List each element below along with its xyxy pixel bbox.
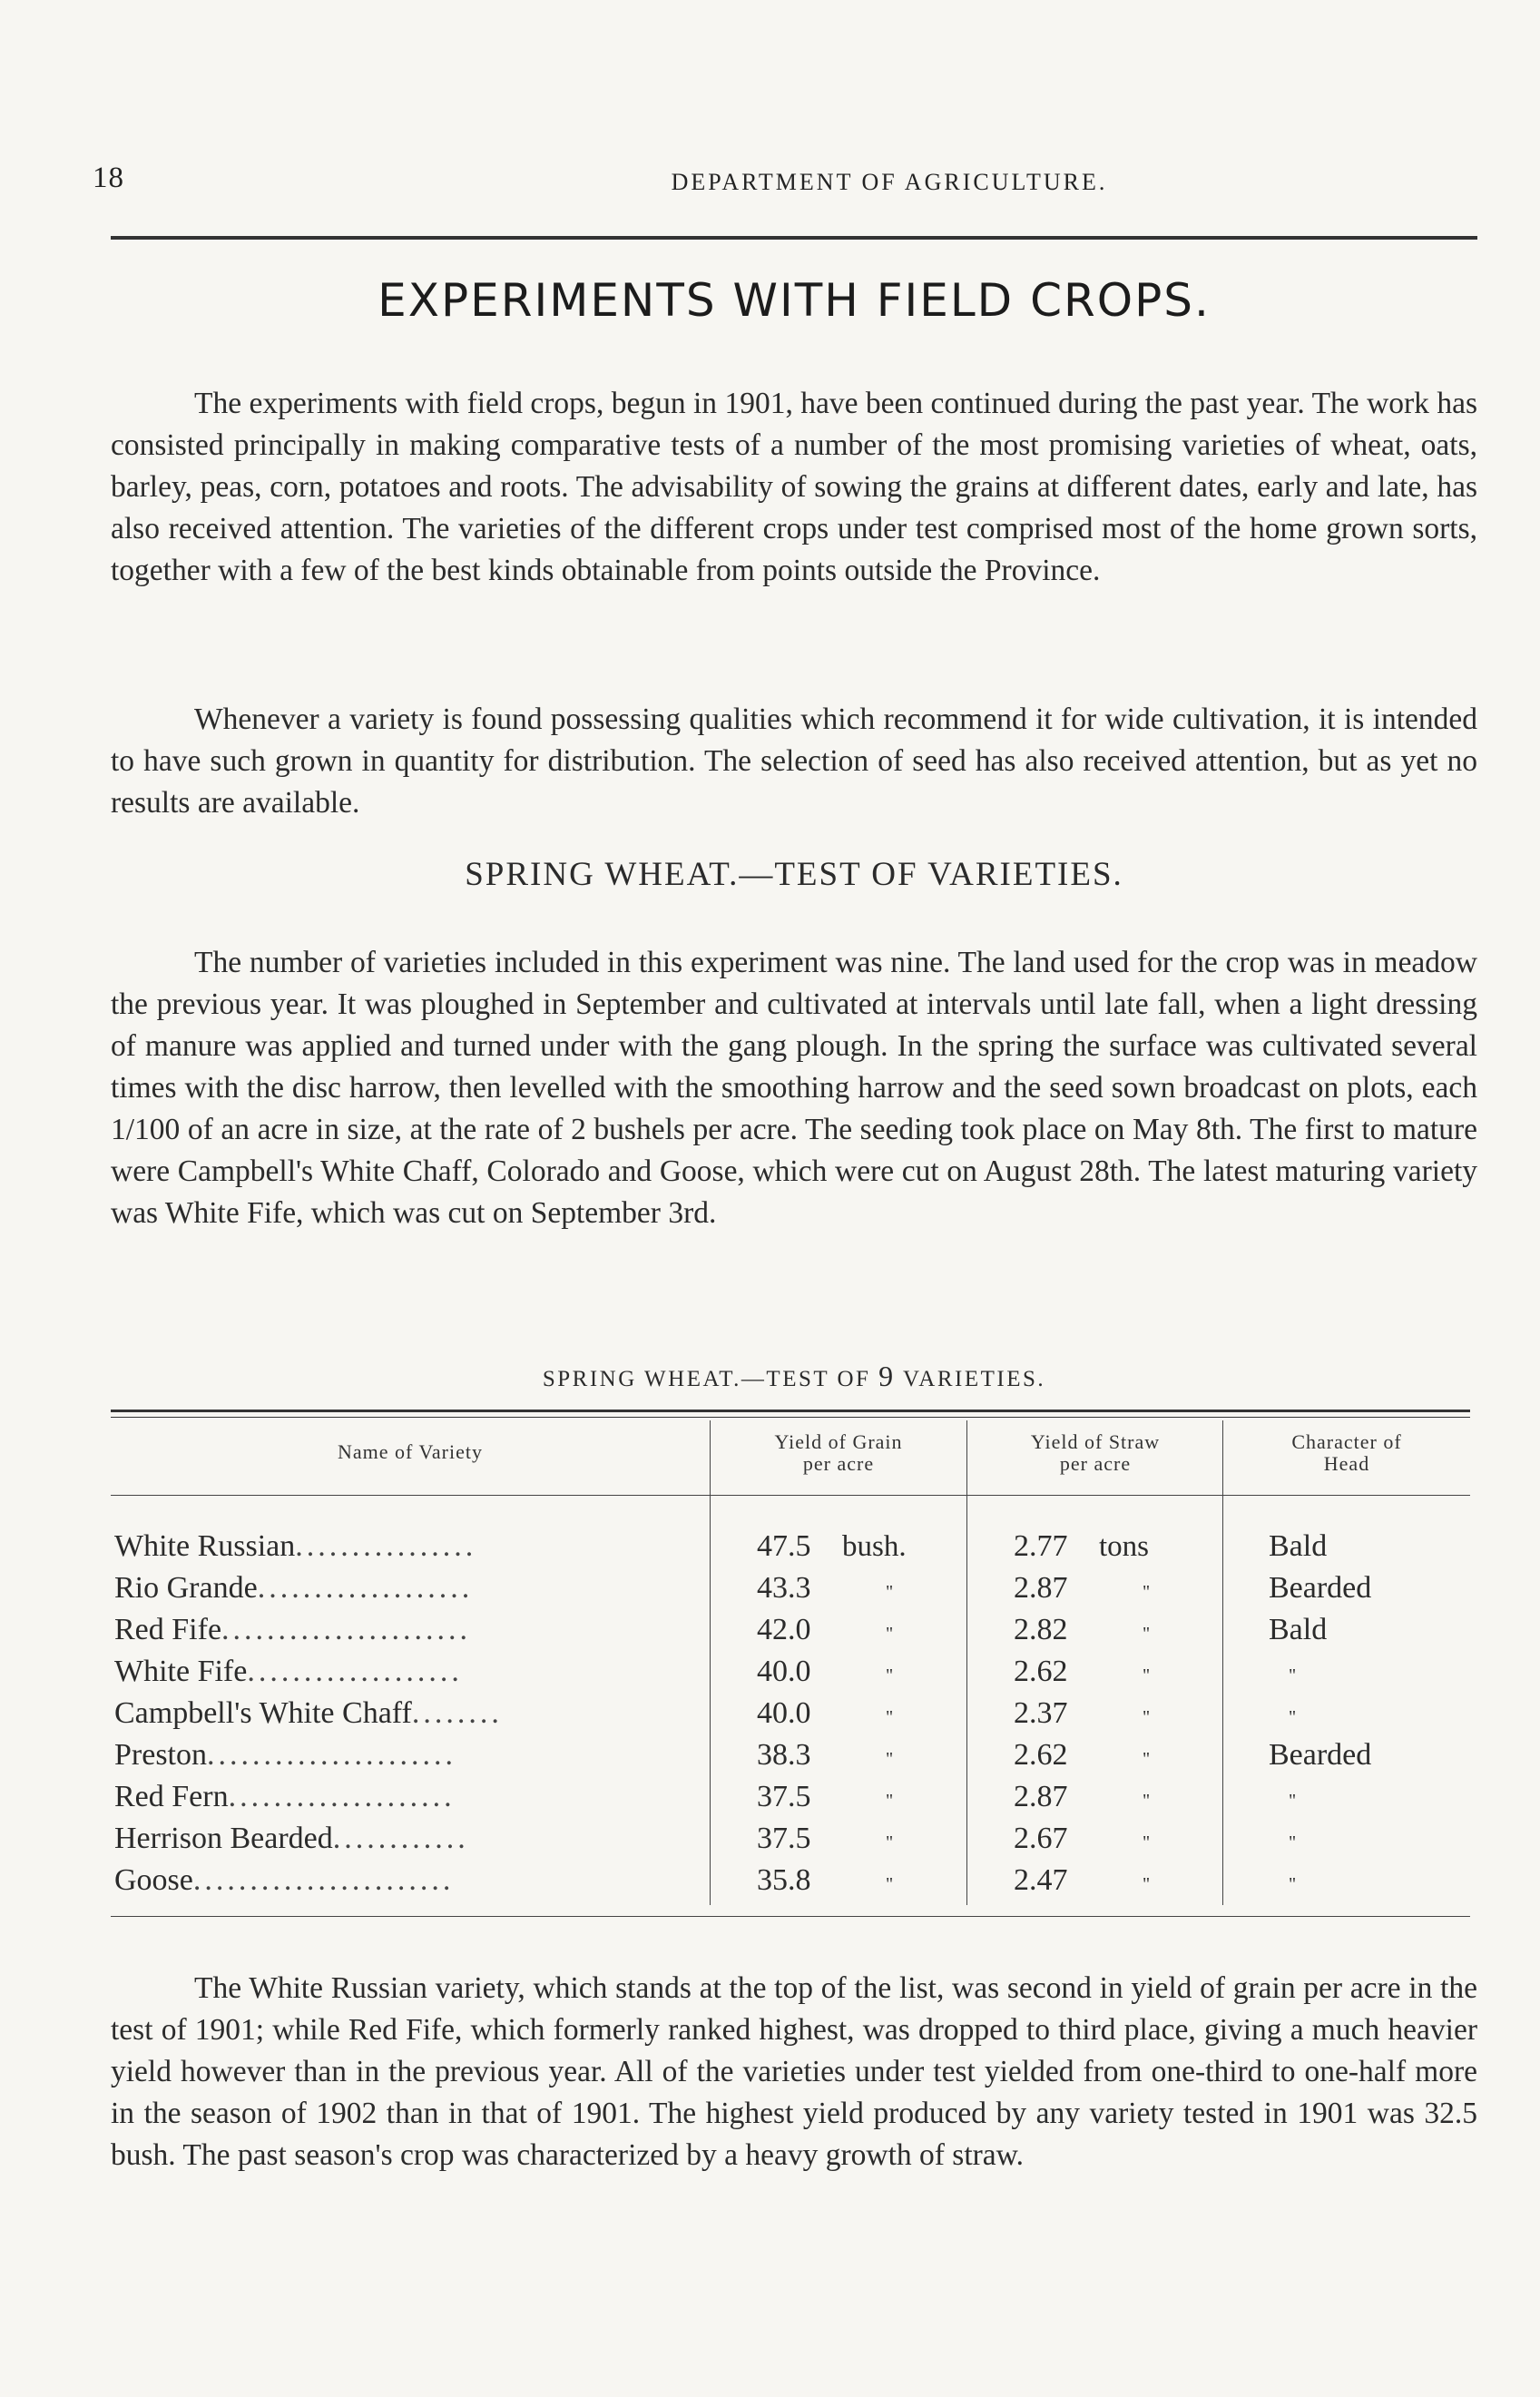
grain-value: 42.0 [757,1613,811,1646]
table-row [111,1609,1470,1651]
table-top-rule [111,1410,1470,1412]
department-heading: DEPARTMENT OF AGRICULTURE. [671,169,1108,195]
straw-yield-cell [1014,1567,1213,1613]
head-character-cell [1269,1734,1468,1776]
header-character-of-head [1224,1431,1469,1475]
ditto-mark: " [886,1749,894,1769]
straw-yield-cell [1014,1860,1213,1905]
intro-paragraph: The experiments with field crops, begun in 1901, have been continued during the past year. The work has consisted principally in making comparative tests of a number of the most promising varieties of wheat, oats, barley, peas, corn, potatoes and roots. The advisability of sowing the grains at different dates, early and late, has also received attention. The varieties of the different crops under test comprised most of the home grown sorts, together with a few of the best kinds obtainable from points outside the Province. [111,386,1477,587]
table-row [111,1734,1470,1776]
straw-value: 2.87 [1014,1571,1068,1605]
grain-value: 38.3 [757,1738,811,1772]
table-row [111,1651,1470,1693]
table-row [111,1818,1470,1860]
running-head [91,162,1479,198]
header-grain-line1: Yield of Grain [774,1430,903,1453]
ditto-mark: " [886,1665,894,1685]
header-name-of-variety [111,1441,710,1463]
variety-name-cell [114,1526,702,1567]
straw-value: 2.87 [1014,1780,1068,1813]
head-character-cell [1269,1776,1468,1822]
leader-dots: ................... [257,1571,474,1605]
variety-name: Preston [114,1738,207,1772]
header-rule [111,236,1477,240]
grain-value: 35.8 [757,1863,811,1897]
head-character: Bald [1269,1613,1328,1646]
variety-name: Campbell's White Chaff [114,1696,412,1730]
grain-yield-cell [757,1860,956,1905]
grain-yield-cell [757,1693,956,1738]
table-row [111,1526,1470,1567]
straw-yield-cell [1014,1776,1213,1822]
table-row [111,1860,1470,1901]
variety-name-cell [114,1567,702,1609]
head-character: Bearded [1269,1571,1372,1605]
ditto-mark: " [1143,1874,1151,1894]
grain-yield-cell [757,1776,956,1822]
table-caption-number: 9 [878,1360,896,1392]
head-character: Bald [1269,1529,1328,1563]
ditto-mark: " [1143,1624,1151,1644]
straw-yield-cell [1014,1609,1213,1655]
distribution-paragraph: Whenever a variety is found possessing qualities which recommend it for wide cultivation, it is intended to have such grown in quantity for distribution. The selection of seed has also received attention, but as yet no results are available. [111,702,1477,820]
variety-name: Goose [114,1863,193,1897]
straw-value: 2.47 [1014,1863,1068,1897]
grain-value: 40.0 [757,1696,811,1730]
variety-name-cell [114,1860,702,1901]
straw-unit: tons [1099,1530,1150,1563]
header-straw-line1: Yield of Straw [1030,1430,1161,1453]
variety-name-cell [114,1818,702,1860]
table-top-rule-thin [111,1417,1470,1418]
header-name-label: Name of Variety [338,1440,483,1463]
head-character-cell [1269,1818,1468,1863]
page-number: 18 [93,162,124,194]
grain-yield-cell [757,1567,956,1613]
ditto-mark: " [886,1832,894,1852]
table-bottom-rule [111,1916,1470,1917]
page-title: EXPERIMENTS WITH FIELD CROPS. [378,274,1211,327]
variety-name: Red Fern [114,1780,229,1813]
grain-value: 47.5 [757,1529,811,1563]
header-yield-of-grain [711,1431,966,1475]
varieties-table [111,1410,1470,1918]
straw-yield-cell [1014,1693,1213,1738]
ditto-mark: " [886,1707,894,1727]
head-character: Bearded [1269,1738,1372,1772]
straw-value: 2.62 [1014,1738,1068,1772]
variety-name: Red Fife [114,1613,222,1646]
ditto-mark: " [1289,1707,1297,1727]
straw-yield-cell [1014,1526,1213,1567]
grain-yield-cell [757,1818,956,1863]
table-caption [111,1360,1477,1393]
ditto-mark: " [1143,1832,1151,1852]
variety-name: White Russian [114,1529,296,1563]
head-character-cell [1269,1567,1468,1609]
grain-yield-cell [757,1651,956,1696]
ditto-mark: " [1143,1665,1151,1685]
ditto-mark: " [886,1791,894,1811]
ditto-mark: " [886,1624,894,1644]
grain-yield-cell [757,1526,956,1567]
table-row [111,1776,1470,1818]
grain-value: 37.5 [757,1780,811,1813]
variety-name-cell [114,1693,702,1734]
leader-dots: ................ [295,1529,477,1563]
head-character-cell [1269,1860,1468,1905]
leader-dots: ....................... [192,1863,455,1897]
leader-dots: ............ [332,1822,469,1855]
leader-dots: ...................... [207,1738,456,1772]
variety-name: Rio Grande [114,1571,258,1605]
leader-dots: ........ [411,1696,503,1730]
ditto-mark: " [886,1874,894,1894]
grain-value: 40.0 [757,1655,811,1688]
ditto-mark: " [886,1582,894,1602]
table-row [111,1567,1470,1609]
variety-name-cell [114,1609,702,1651]
straw-yield-cell [1014,1651,1213,1696]
ditto-mark: " [1143,1582,1151,1602]
grain-unit: bush. [842,1530,907,1563]
ditto-mark: " [1289,1665,1297,1685]
head-character-cell [1269,1651,1468,1696]
table-caption-suffix: VARIETIES. [902,1367,1046,1391]
variety-name: White Fife [114,1655,248,1688]
variety-name: Herrison Bearded [114,1822,333,1855]
variety-name-cell [114,1776,702,1818]
straw-value: 2.67 [1014,1822,1068,1855]
head-character-cell [1269,1609,1468,1651]
straw-value: 2.77 [1014,1529,1068,1563]
header-head-line2: Head [1323,1452,1370,1475]
leader-dots: .................... [228,1780,456,1813]
table-row [111,1693,1470,1734]
grain-value: 37.5 [757,1822,811,1855]
header-straw-line2: per acre [1059,1452,1132,1475]
grain-yield-cell [757,1734,956,1780]
leader-dots: ................... [247,1655,463,1688]
header-grain-line2: per acre [802,1452,875,1475]
straw-yield-cell [1014,1734,1213,1780]
straw-value: 2.82 [1014,1613,1068,1646]
variety-name-cell [114,1651,702,1693]
results-paragraph: The White Russian variety, which stands at the top of the list, was second in yield of grain per acre in the test of 1901; while Red Fife, which formerly ranked highest, was dropped to third place, giving a much heavier yield however than in the previous year. All of the varieties under test yielded from one-third to one-half more in the season of 1902 than in that of 1901. The highest yield produced by any variety tested in 1901 was 32.5 bush. The past season's crop was characterized by a heavy growth of straw. [111,1970,1477,2172]
head-character-cell [1269,1693,1468,1738]
method-paragraph: The number of varieties included in this experiment was nine. The land used for the crop was in meadow the previous year. It was ploughed in September and cultivated at intervals until late fall, when a light dressing of manure was applied and turned under with the gang plough. In the spring the surface was cultivated several times with the disc harrow, then levelled with the smoothing harrow and the seed sown broadcast on plots, each 1/100 of an acre in size, at the rate of 2 bushels per acre. The seeding took place on May 8th. The first to mature were Campbell's White Chaff, Colorado and Goose, which were cut on August 28th. The latest maturing variety was White Fife, which was cut on September 3rd. [111,945,1477,1230]
ditto-mark: " [1143,1791,1151,1811]
header-head-line1: Character of [1291,1430,1402,1453]
ditto-mark: " [1289,1791,1297,1811]
ditto-mark: " [1289,1874,1297,1894]
leader-dots: ...................... [221,1613,472,1646]
section-heading: SPRING WHEAT.—TEST OF VARIETIES. [465,856,1123,893]
header-rule-below [111,1495,1470,1496]
straw-yield-cell [1014,1818,1213,1863]
ditto-mark: " [1143,1707,1151,1727]
ditto-mark: " [1289,1832,1297,1852]
straw-value: 2.37 [1014,1696,1068,1730]
table-caption-prefix: SPRING WHEAT.—TEST OF [542,1367,871,1391]
header-yield-of-straw [968,1431,1222,1475]
head-character-cell [1269,1526,1468,1567]
grain-value: 43.3 [757,1571,811,1605]
grain-yield-cell [757,1609,956,1655]
straw-value: 2.62 [1014,1655,1068,1688]
variety-name-cell [114,1734,702,1776]
ditto-mark: " [1143,1749,1151,1769]
